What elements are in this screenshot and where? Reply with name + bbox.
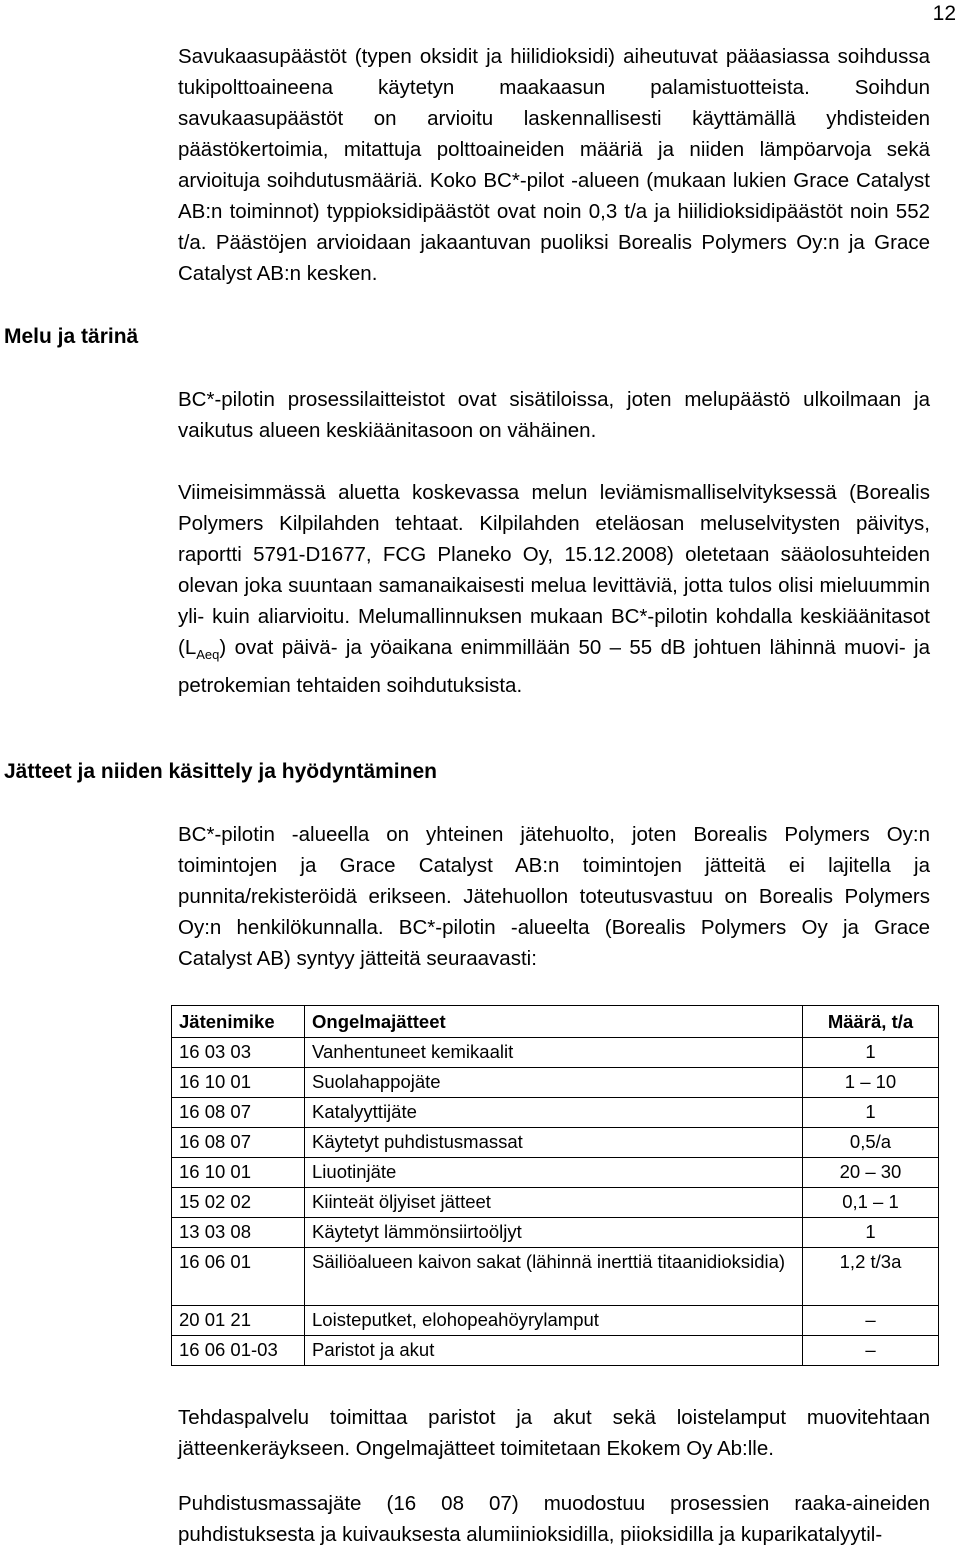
waste-name-cell: Käytetyt puhdistusmassat [305,1128,803,1158]
waste-code-cell: 16 08 07 [172,1128,305,1158]
table-row [172,1188,939,1218]
table-row [172,1128,939,1158]
noise-paragraph-2 [178,477,930,701]
table-row [172,1098,939,1128]
table-row [172,1336,939,1366]
waste-code-cell: 16 10 01 [172,1158,305,1188]
waste-name-cell: Käytetyt lämmönsiirtoöljyt [305,1218,803,1248]
waste-heading: Jätteet ja niiden käsittely ja hyödyntäminen [4,760,437,783]
waste-amount-cell: 0,5/a [803,1128,939,1158]
table-row [172,1306,939,1336]
waste-name-cell: Säiliöalueen kaivon sakat (lähinnä inerttiä titaanidioksidia) [305,1248,803,1306]
header-waste-code: Jätenimike [172,1006,305,1038]
table-row [172,1158,939,1188]
waste-name-cell: Kiinteät öljyiset jätteet [305,1188,803,1218]
table-row [172,1218,939,1248]
waste-amount-cell: 1,2 t/3a [803,1248,939,1306]
table-row [172,1068,939,1098]
waste-table [171,1005,939,1366]
waste-code-cell: 20 01 21 [172,1306,305,1336]
waste-intro-paragraph: BC*-pilotin -alueella on yhteinen jätehuolto, joten Borealis Polymers Oy:n toimintojen ja Grace Catalyst AB:n toimintojen jätteitä ei lajitella ja punnita/rekisteröidä erikseen. Jätehuollon toteutusvastuu on Borealis Polymers Oy:n henkilökunnalla. BC*-pilotin -alueelta (Borealis Polymers Oy ja Grace Catalyst AB) syntyy jätteitä seuraavasti: [178,823,930,970]
header-hazardous-waste: Ongelmajätteet [305,1006,803,1038]
waste-amount-cell: 1 [803,1038,939,1068]
waste-amount-cell: – [803,1336,939,1366]
waste-code-cell: 15 02 02 [172,1188,305,1218]
table-header-row [172,1006,939,1038]
noise-heading: Melu ja tärinä [4,325,139,348]
waste-name-cell: Loisteputket, elohopeahöyrylamput [305,1306,803,1336]
waste-code-cell: 16 06 01 [172,1248,305,1306]
waste-code-cell: 16 08 07 [172,1098,305,1128]
table-row [172,1248,939,1306]
waste-amount-cell: – [803,1306,939,1336]
waste-name-cell: Liuotinjäte [305,1158,803,1188]
emissions-paragraph: Savukaasupäästöt (typen oksidit ja hiilidioksidi) aiheutuvat pääasiassa soihdussa tukipolttoaineena käytetyn maakaasun palamistuotteista. Soihdun savukaasupäästöt on arvioitu laskennallisesti käyttämällä yhdisteiden päästökertoimia, mitattuja polttoaineiden määriä ja niiden lämpöarvoja sekä arvioituja soihdutusmääriä. Koko BC*-pilot -alueen (mukaan lukien Grace Catalyst AB:n toiminnot) typpioksidipäästöt ovat noin 0,3 t/a ja hiilidioksidipäästöt noin 552 t/a. Päästöjen arvioidaan jakaantuvan puoliksi Borealis Polymers Oy:n ja Grace Catalyst AB:n kesken. [178,45,930,285]
waste-amount-cell: 1 [803,1218,939,1248]
waste-code-cell: 16 06 01-03 [172,1336,305,1366]
waste-after-paragraph-2: Puhdistusmassajäte (16 08 07) muodostuu prosessien raaka-aineiden puhdistuksesta ja kuivauksesta alumiinioksidilla, piioksidilla ja kuparikatalyytil- [178,1492,930,1546]
waste-name-cell: Katalyyttijäte [305,1098,803,1128]
waste-amount-cell: 1 [803,1098,939,1128]
waste-amount-cell: 0,1 – 1 [803,1188,939,1218]
waste-code-cell: 16 10 01 [172,1068,305,1098]
noise-text-after: ) ovat päivä- ja yöaikana enimmillään 50 – 55 dB johtuen lähinnä muovi- ja petrokemian tehtaiden soihdutuksista. [178,636,930,698]
waste-code-cell: 16 03 03 [172,1038,305,1068]
table-row [172,1038,939,1068]
noise-text-before: Viimeisimmässä aluetta koskevassa melun leviämismalliselvityksessä (Borealis Polymers Kilpilahden tehtaat. Kilpilahden eteläosan meluselvitysten päivitys, raportti 5791-D1677, FCG Planeko Oy, 15.12.2008) oletetaan sääolosuhteiden olevan joka suuntaan samanaikaisesti melua levittäviä, jotta tulos olisi mieluummin yli- kuin aliarvioitu. Melumallinnuksen mukaan BC*-pilotin kohdalla keskiäänitasot (L [178,481,930,659]
header-amount: Määrä, t/a [803,1006,939,1038]
waste-name-cell: Paristot ja akut [305,1336,803,1366]
waste-name-cell: Vanhentuneet kemikaalit [305,1038,803,1068]
waste-after-paragraph-1: Tehdaspalvelu toimittaa paristot ja akut sekä loistelamput muovitehtaan jätteenkeräykseen. Ongelmajätteet toimitetaan Ekokem Oy Ab:lle. [178,1406,930,1460]
waste-amount-cell: 20 – 30 [803,1158,939,1188]
laeq-subscript: Aeq [196,647,220,663]
waste-amount-cell: 1 – 10 [803,1068,939,1098]
page-number: 12 [932,2,956,25]
waste-code-cell: 13 03 08 [172,1218,305,1248]
noise-paragraph-1: BC*-pilotin prosessilaitteistot ovat sisätiloissa, joten melupäästö ulkoilmaan ja vaikutus alueen keskiäänitasoon on vähäinen. [178,388,930,442]
waste-name-cell: Suolahappojäte [305,1068,803,1098]
